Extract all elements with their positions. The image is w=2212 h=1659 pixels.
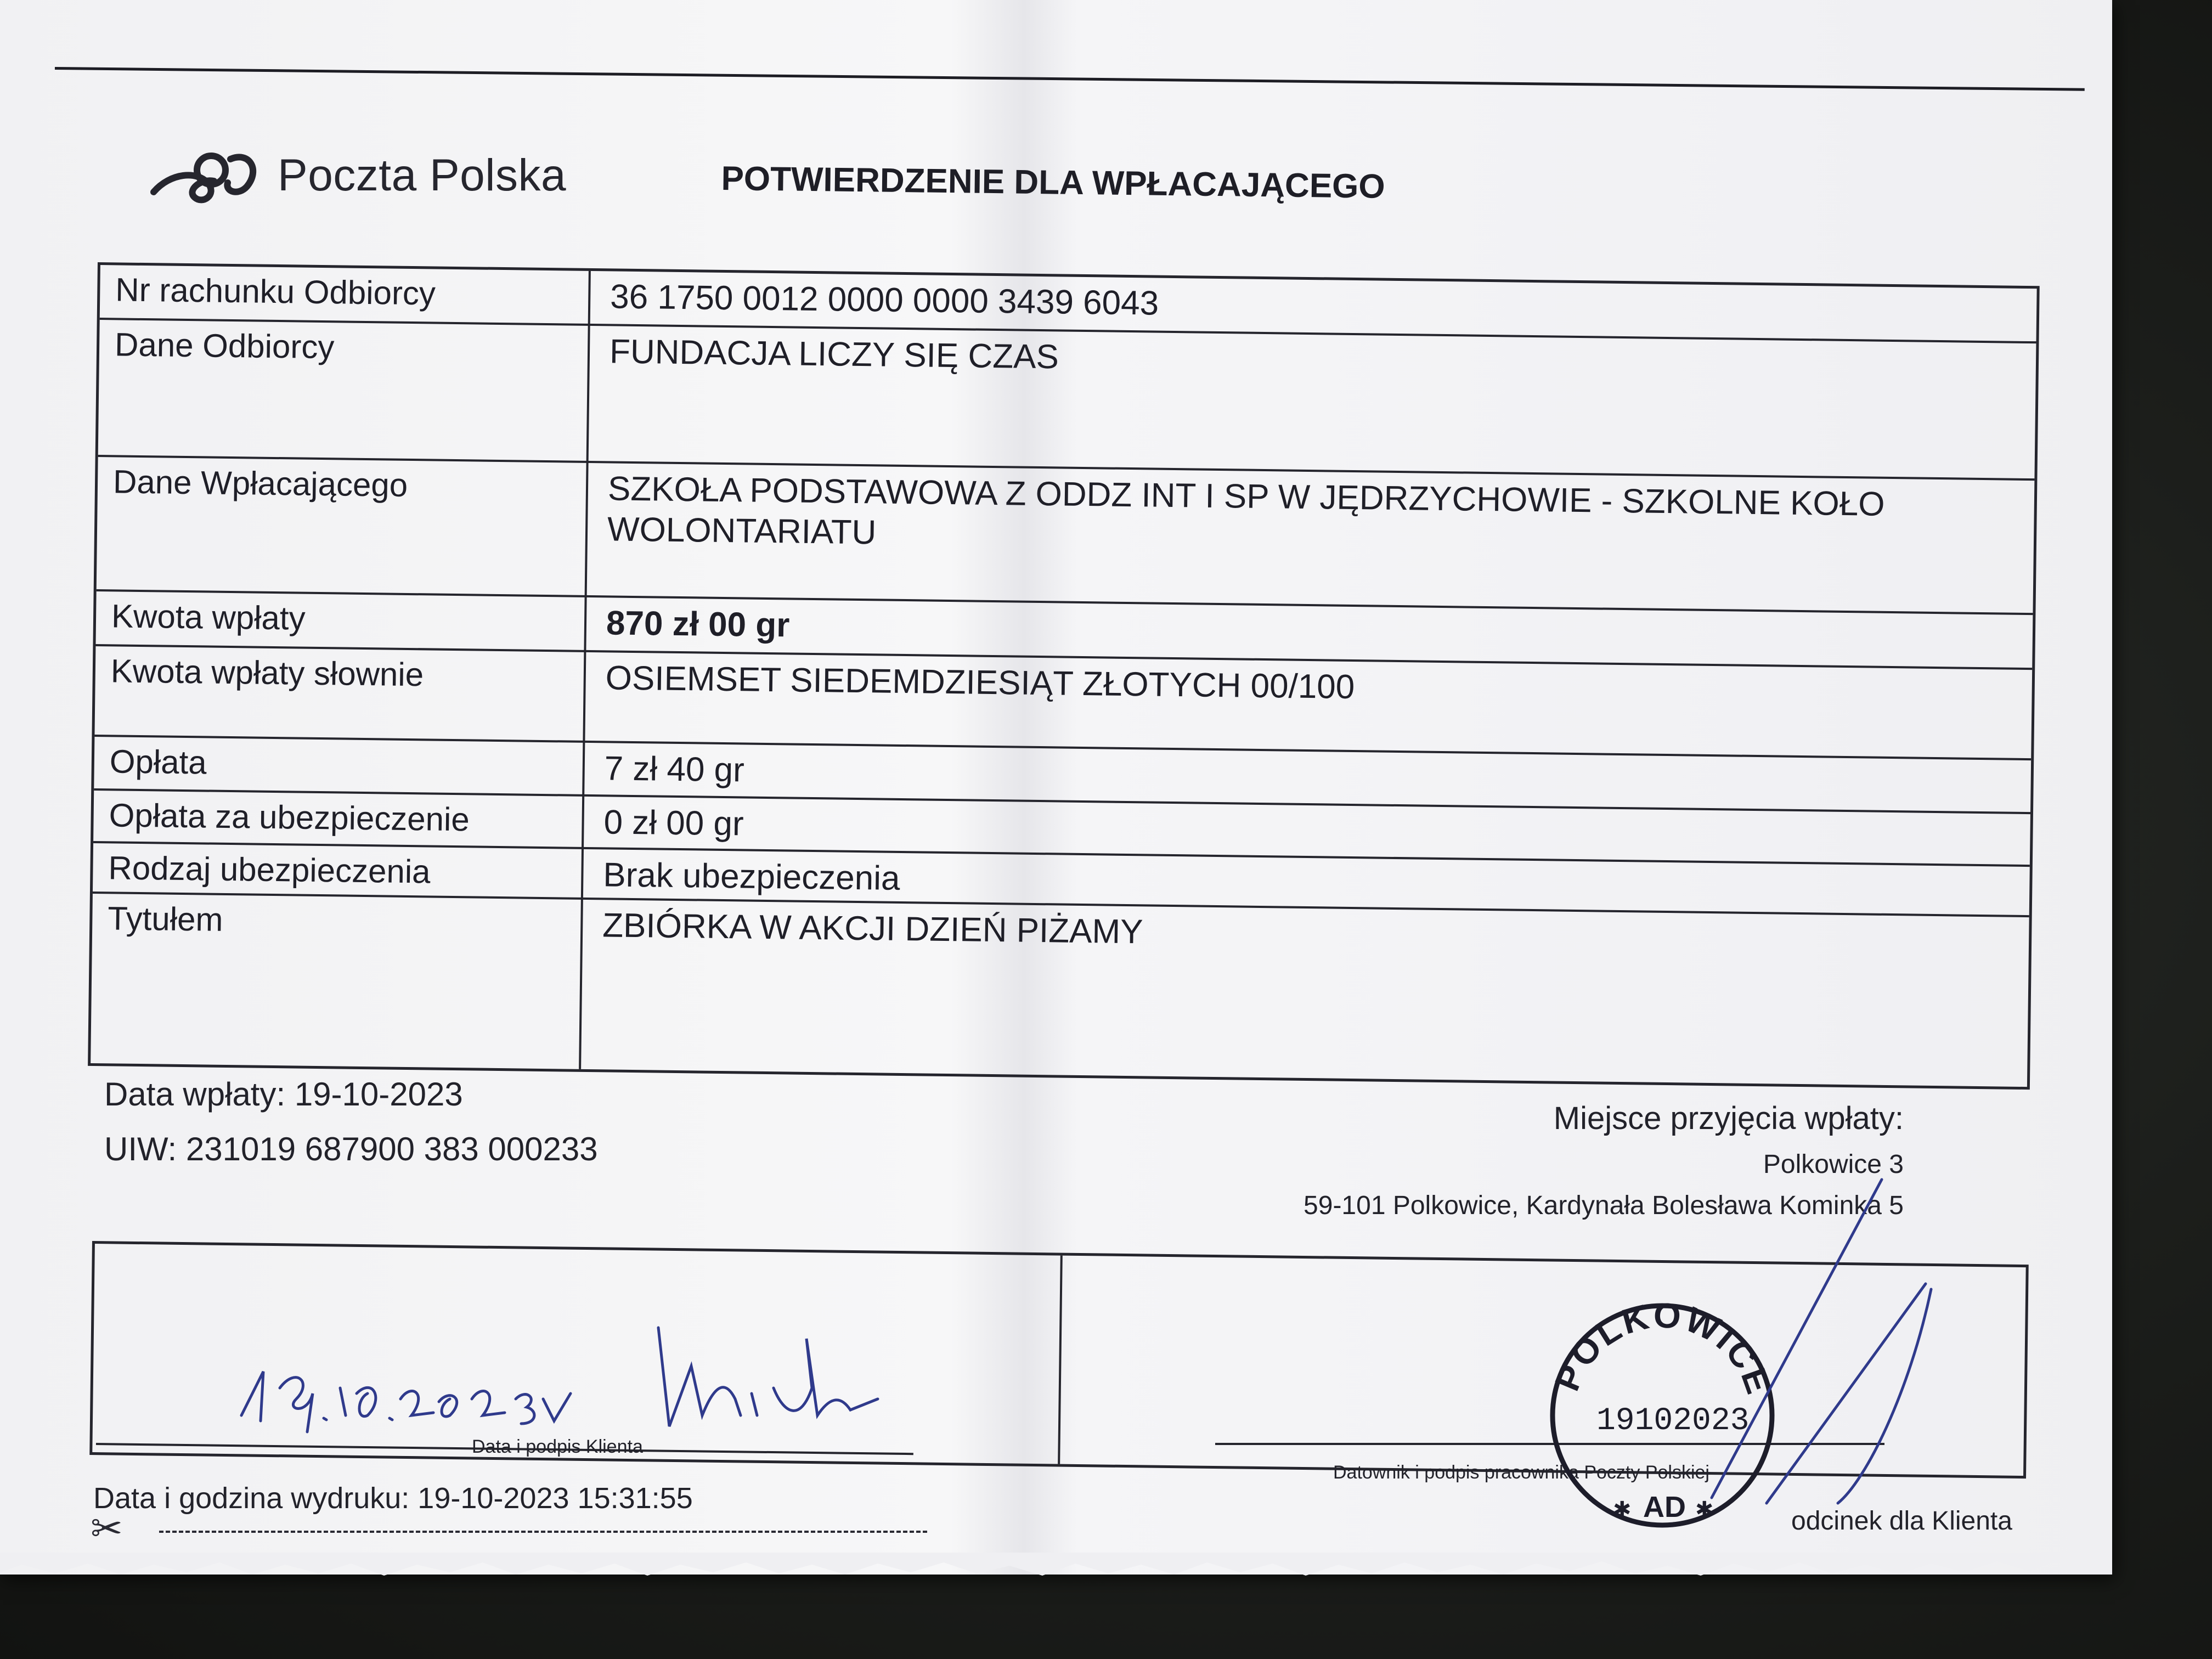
- brand-logo: [148, 140, 566, 211]
- row-label: Kwota wpłaty słownie: [110, 652, 424, 693]
- row-value: 36 1750 0012 0000 0000 3439 6043: [610, 278, 1159, 323]
- svg-text:✱: ✱: [1695, 1498, 1714, 1522]
- payment-details-table: [88, 262, 2040, 1090]
- post-horn-icon: [148, 140, 263, 211]
- row-value: FUNDACJA LICZY SIĘ CZAS: [609, 332, 1059, 376]
- row-label: Kwota wpłaty: [111, 597, 306, 637]
- postal-signature-caption: Datownik i podpis pracownika Poczty Polskiej: [1333, 1462, 1709, 1483]
- row-value: 0 zł 00 gr: [603, 803, 744, 843]
- row-label: Opłata za ubezpieczenie: [109, 797, 470, 838]
- row-value: ZBIÓRKA W AKCJI DZIEŃ PIŻAMY: [602, 906, 1143, 951]
- post-office-name: Polkowice 3: [1763, 1150, 1904, 1179]
- row-label: Tytułem: [107, 900, 223, 938]
- row-label: Nr rachunku Odbiorcy: [115, 271, 436, 312]
- document-title: POTWIERDZENIE DLA WPŁACAJĄCEGO: [721, 159, 1386, 206]
- row-value: SZKOŁA PODSTAWOWA Z ODDZ INT I SP W JĘDRZYCHOWIE - SZKOLNE KOŁO WOLONTARIATU: [607, 470, 1885, 552]
- top-rule: [55, 67, 2085, 91]
- torn-edge: [0, 1553, 2112, 1585]
- amount-value: 870 zł 00 gr: [606, 604, 790, 645]
- uiw-number: UIW: 231019 687900 383 000233: [104, 1131, 598, 1167]
- row-label: Dane Odbiorcy: [114, 326, 335, 366]
- svg-text:AD: AD: [1643, 1491, 1686, 1523]
- row-label: Opłata: [109, 743, 207, 781]
- svg-text:POLKOWICE 3: POLKOWICE: [1547, 1295, 1780, 1401]
- counterfoil-label: odcinek dla Klienta: [1791, 1506, 2012, 1536]
- signature-box-divider: [1058, 1256, 1063, 1464]
- svg-text:19102023: 19102023: [1596, 1403, 1750, 1439]
- row-value: 7 zł 40 gr: [604, 749, 745, 789]
- client-handwritten-signature: [230, 1306, 889, 1448]
- client-signature-caption: Data i podpis Klienta: [472, 1436, 643, 1457]
- acceptance-place-heading: Miejsce przyjęcia wpłaty:: [1553, 1101, 1904, 1136]
- row-value: OSIEMSET SIEDEMDZIESIĄT ZŁOTYCH 00/100: [605, 659, 1355, 707]
- table-row: [97, 457, 2035, 615]
- postal-worker-signature: [1701, 1174, 1986, 1514]
- print-timestamp: Data i godzina wydruku: 19-10-2023 15:31:55: [93, 1482, 693, 1515]
- cut-line: [159, 1531, 927, 1533]
- table-row: [98, 320, 2036, 481]
- row-label: Dane Wpłacającego: [112, 463, 408, 504]
- post-office-address: 59-101 Polkowice, Kardynała Bolesława Kominka 5: [1304, 1191, 1904, 1220]
- brand-name: Poczta Polska: [278, 150, 567, 200]
- payment-date: Data wpłaty: 19-10-2023: [104, 1076, 463, 1113]
- row-value: Brak ubezpieczenia: [603, 856, 900, 898]
- row-label: Rodzaj ubezpieczenia: [108, 849, 431, 890]
- table-row: [91, 894, 2029, 1087]
- svg-text:✱: ✱: [1613, 1498, 1632, 1522]
- scissors-icon: ✂: [91, 1507, 123, 1550]
